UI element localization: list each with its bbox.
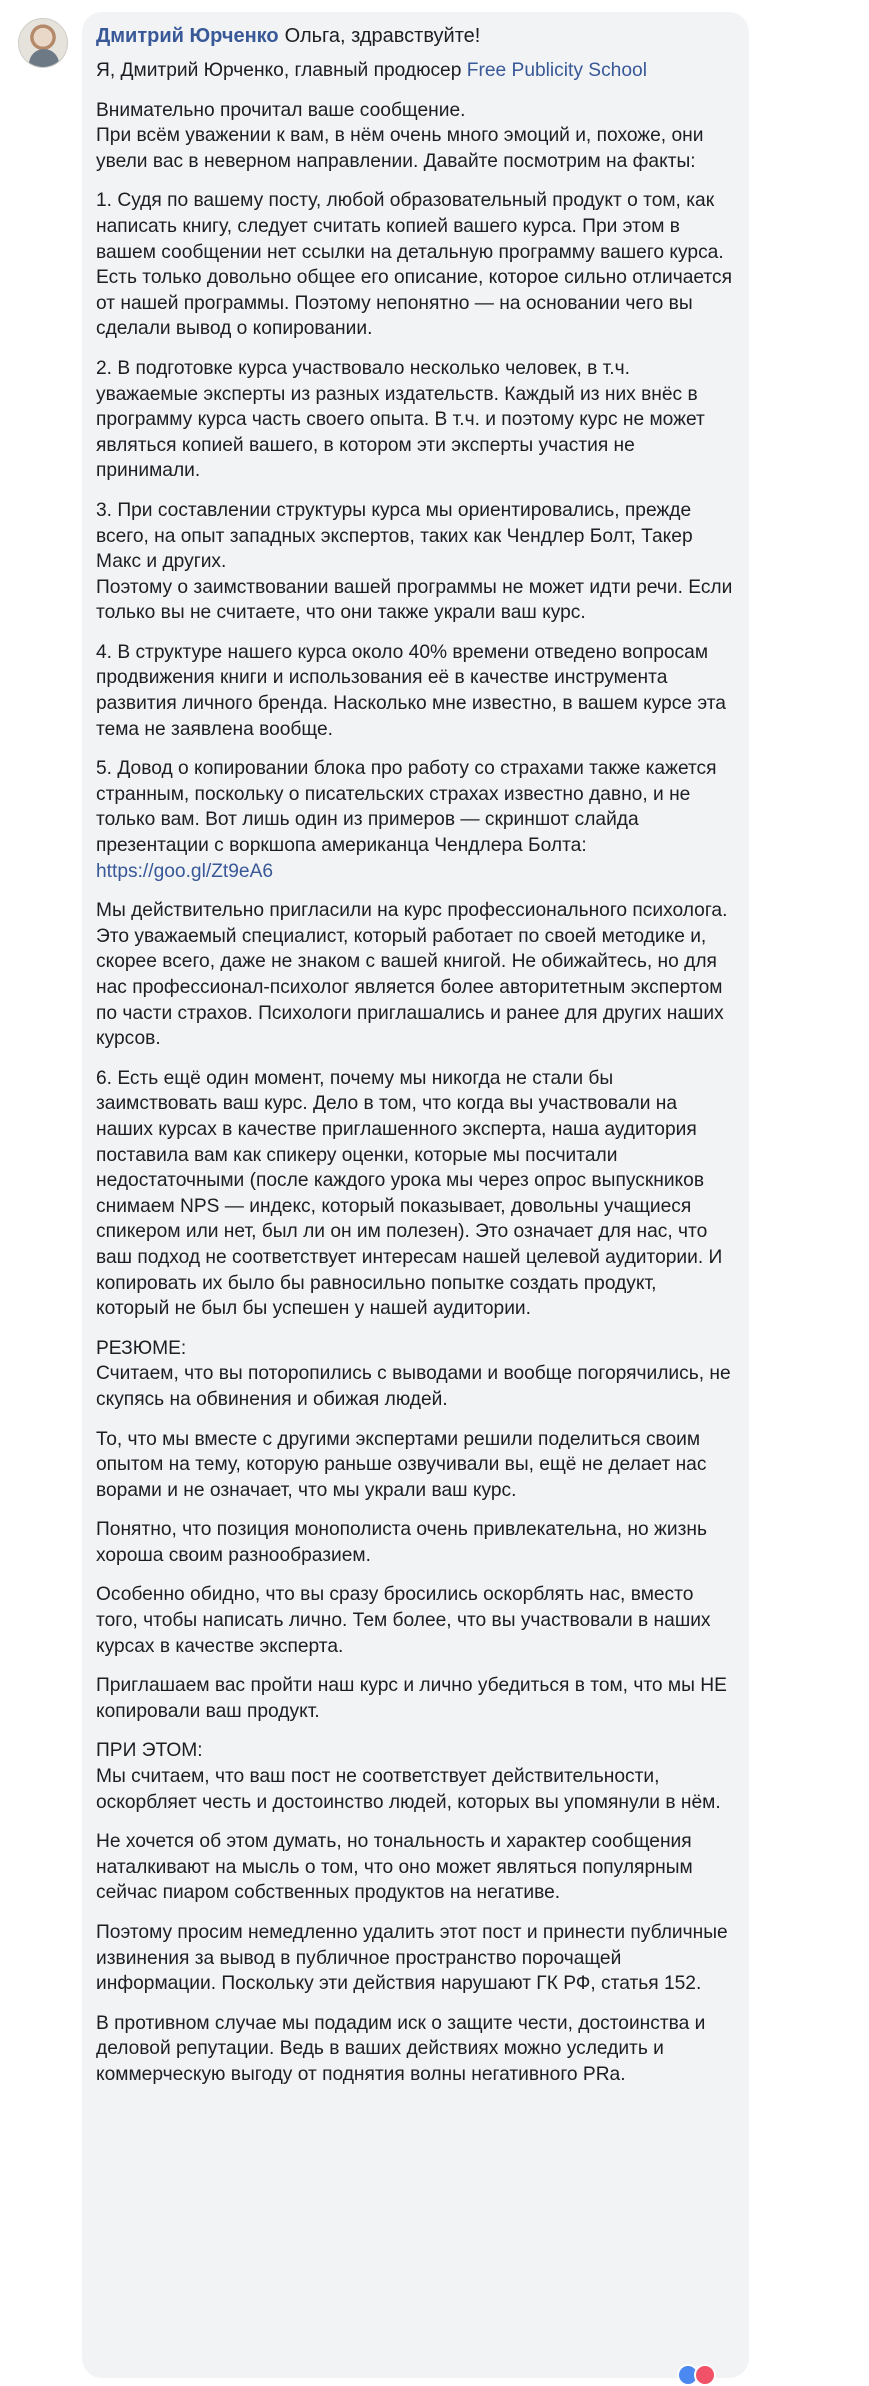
paragraph: Приглашаем вас пройти наш курс и лично убедиться в том, что мы НЕ копировали ваш продукт. (96, 1675, 727, 1722)
paragraph: В противном случае мы подадим иск о защите чести, достоинства и деловой репутации. Ведь в ваших действиях можно уследить и коммерческую выгоду от поднятия волны негативного PRа. (96, 2012, 706, 2085)
paragraph-text: 5. Довод о копировании блока про работу со страхами также кажется странным, поскольку о писательских страхах известно давно, и не только вам. Вот лишь один из примеров — скриншот слайда презентации с воркшопа американца Чендлера Болта: (96, 758, 717, 857)
paragraph: 4. В структуре нашего курса около 40% времени отведено вопросам продвижения книги и использования её в качестве инструмента развития личного бренда. Насколько мне известно, в вашем курсе эта тема не заявлена вообще. (96, 641, 726, 740)
summary-paragraph: РЕЗЮМЕ: Считаем, что вы поторопились с выводами и вообще погорячились, не скупясь на обвинения и обижая людей. (96, 1337, 731, 1410)
avatar[interactable] (18, 18, 68, 68)
paragraph: Внимательно прочитал ваше сообщение. При всём уважении к вам, в нём очень много эмоций и, похоже, они увели вас в неверном направлении. Давайте посмотрим на факты: (96, 99, 704, 172)
paragraph: Поэтому просим немедленно удалить этот пост и принести публичные извинения за вывод в публичное пространство порочащей информации. Поскольку эти действия нарушают ГК РФ, статья 152. (96, 1922, 728, 1995)
page-mention-link[interactable]: Free Publicity School (466, 60, 647, 81)
reactions-summary[interactable] (682, 2364, 716, 2386)
paragraph: То, что мы вместе с другими экспертами решили поделиться своим опытом на тему, которую раньше озвучивали вы, ещё не делает нас ворами и не означает, что мы украли ваш курс. (96, 1428, 707, 1501)
paragraph: Мы действительно пригласили на курс профессионального психолога. Это уважаемый специалист, который работает по своей методике и, скорее всего, даже не знаком с вашей книгой. Не обижайтесь, но для нас профессионал-психолог является более авторитетным экспертом по части страхов. Психологи приглашались и ранее для других наших курсов. (96, 900, 728, 1050)
author-name-link[interactable]: Дмитрий Юрченко (96, 25, 279, 47)
paragraph: 2. В подготовке курса участвовало несколько человек, в т.ч. уважаемые эксперты из разных издательств. Каждый из них внёс в программу курса часть своего опыта. В т.ч. и поэтому курс не может являться копией вашего, в котором эти эксперты участия не принимали. (96, 357, 705, 482)
paragraph: Понятно, что позиция монополиста очень привлекательна, но жизнь хороша своим разнообразием. (96, 1519, 707, 1566)
paragraph: 6. Есть ещё один момент, почему мы никогда не стали бы заимствовать ваш курс. Дело в том, что когда вы участвовали на наших курсах в качестве приглашенного эксперта, наша аудитория поставила вам как спикеру оценки, которые мы посчитали недостаточными (после каждого урока мы через опрос выпускников снимаем NPS — индекс, который показывает, довольны учащиеся спикером или нет, был ли он им полезен). Это означает для нас, что ваш подход не соответствует интересам нашей целевой аудитории. И копировать их было бы равносильно попытке создать продукт, который не был бы успешен у нашей аудитории. (96, 1067, 723, 1320)
greeting-text: Ольга, здравствуйте! (284, 25, 481, 47)
paragraph: Особенно обидно, что вы сразу бросились оскорблять нас, вместо того, чтобы написать лично. Тем более, что вы участвовали в наших курсах в качестве эксперта. (96, 1584, 711, 1657)
paragraph: 3. При составлении структуры курса мы ориентировались, прежде всего, на опыт западных экспертов, таких как Чендлер Болт, Такер Макс и других. Поэтому о заимствовании вашей программы не может идти речи. Если только вы не считаете, что они также украли ваш курс. (96, 499, 733, 624)
avatar-silhouette (29, 49, 59, 68)
paragraph: 1. Судя по вашему посту, любой образовательный продукт о том, как написать книгу, следует считать копией вашего курса. При этом в вашем сообщении нет ссылки на детальную программу вашего курса. Есть только довольно общее его описание, которое сильно отличается от нашей программы. Поэтому непонятно — на основании чего вы сделали вывод о копировании. (96, 190, 732, 340)
paragraph: ПРИ ЭТОМ: Мы считаем, что ваш пост не соответствует действительности, оскорбляет честь и достоинство людей, которых вы упомянули в нём. (96, 1740, 721, 1813)
comment-bubble (82, 12, 749, 2378)
love-reaction-icon (694, 2364, 716, 2386)
intro-paragraph (96, 58, 733, 84)
paragraph: Не хочется об этом думать, но тональность и характер сообщения наталкивают на мысль о том, что оно может являться популярным сейчас пиаром собственных продуктов на негативе. (96, 1831, 693, 1904)
comment-header (96, 24, 733, 48)
paragraph-with-link (96, 756, 733, 884)
external-link[interactable]: https://goo.gl/Zt9eA6 (96, 860, 274, 882)
intro-text: Я, Дмитрий Юрченко, главный продюсер (96, 60, 467, 81)
